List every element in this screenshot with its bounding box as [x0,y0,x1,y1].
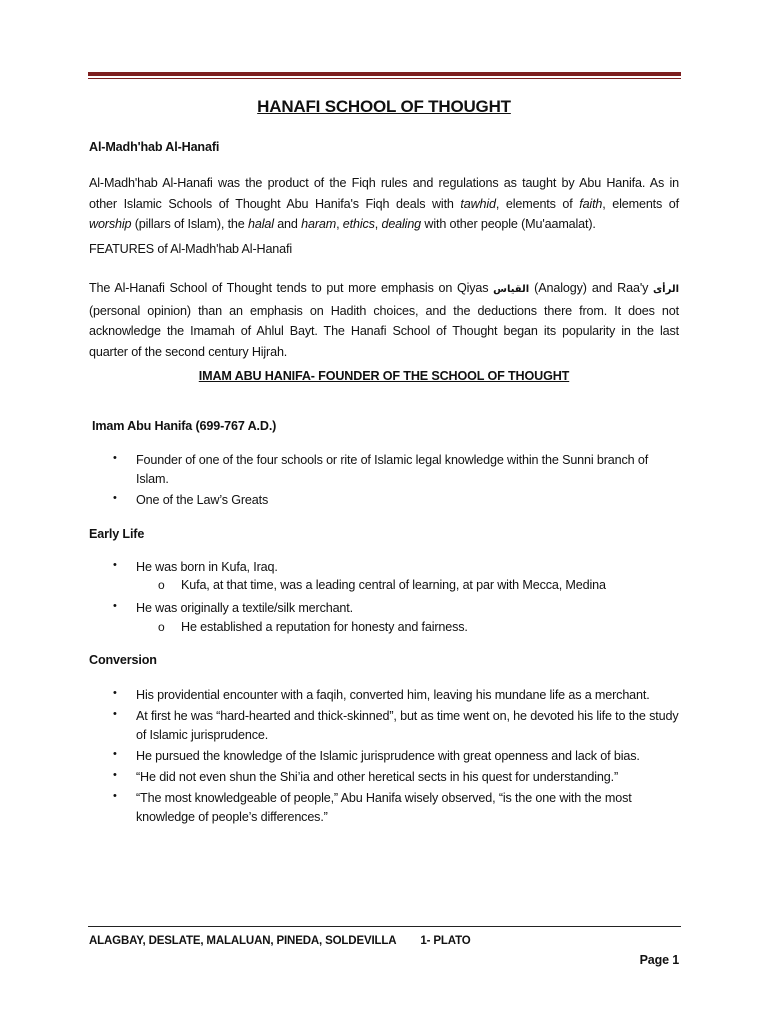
list-item: Founder of one of the four schools or rite of Islamic legal knowledge within the Sunni branch of Islam. [136,453,649,486]
paragraph-line: Al-Madh'hab Al-Hanafi was the product of the Fiqh rules and regulations as taught by Abu Hanifa. As in [89,176,679,190]
sub-list-item: He established a reputation for honesty and fairness. [181,620,468,634]
sub-bullet-icon: o [158,578,165,592]
header-rule-thin [88,78,681,79]
bullet-icon: • [113,600,117,612]
conversion-heading: Conversion [89,653,157,667]
paragraph-line: quarter of the second century Hijrah. [89,344,288,359]
paragraph-line: worship (pillars of Islam), the halal and haram, ethics, dealing with other people (Mu'aamalat). [89,217,596,231]
list-item: “He did not even shun the Shi’ia and other heretical sects in his quest for understanding.” [136,770,619,784]
list-item: His providential encounter with a faqih, converted him, leaving his mundane life as a merchant. [136,688,650,702]
list-item: “The most knowledgeable of people,” Abu Hanifa wisely observed, “is the one with the most knowledge of people’s differences.” [136,791,632,824]
footer-authors-text: ALAGBAY, DESLATE, MALALUAN, PINEDA, SOLDEVILLA [89,935,397,947]
paragraph-features [89,278,679,362]
early-life-heading: Early Life [89,527,145,541]
section-title-imam: IMAM ABU HANIFA- FOUNDER OF THE SCHOOL OF THOUGHT [198,369,570,383]
bullet-icon: • [113,769,117,781]
bullet-icon: • [113,559,117,571]
paragraph-line: The Al-Hanafi School of Thought tends to put more emphasis on Qiyas القياس (Analogy) and Raa'y الرأى [89,281,679,295]
page-number: Page 1 [639,953,679,967]
bullet-icon: • [113,790,117,802]
imam-heading: Imam Abu Hanifa (699-767 A.D.) [92,419,277,433]
bullet-icon: • [113,452,117,464]
footer-section: 1- PLATO [420,935,471,947]
list-item: One of the Law’s Greats [136,493,269,507]
paragraph-line: (personal opinion) than an emphasis on Hadith choices, and the deductions there from. It does not [89,303,679,318]
list-item: He pursued the knowledge of the Islamic jurisprudence with great openness and lack of bias. [136,749,640,763]
bullet-icon: • [113,687,117,699]
paragraph-line: acknowledge the Imamah of Ahlul Bayt. The Hanafi School of Thought began its popularity in the last [89,324,679,338]
footer-authors [89,935,471,947]
list-item: He was born in Kufa, Iraq. [136,560,278,574]
list-item: He was originally a textile/silk merchant. [136,601,353,615]
bullet-icon: • [113,492,117,504]
bullet-icon: • [113,708,117,720]
subheading-madhhab: Al-Madh'hab Al-Hanafi [89,140,220,154]
paragraph-line: other Islamic Schools of Thought Abu Hanifa's Fiqh deals with tawhid, elements of faith, elements of [89,196,679,211]
list-item: At first he was “hard-hearted and thick-skinned”, but as time went on, he devoted his life to the study of Islamic jurisprudence. [136,709,679,742]
document-title: HANAFI SCHOOL OF THOUGHT [257,97,511,116]
paragraph-intro [89,173,679,235]
bullet-icon: • [113,748,117,760]
sub-list-item: Kufa, at that time, was a leading central of learning, at par with Mecca, Medina [181,578,606,592]
header-rule-thick [88,72,681,76]
sub-bullet-icon: o [158,620,165,634]
subheading-features: FEATURES of Al-Madh'hab Al-Hanafi [89,242,293,256]
footer-rule [88,926,681,927]
